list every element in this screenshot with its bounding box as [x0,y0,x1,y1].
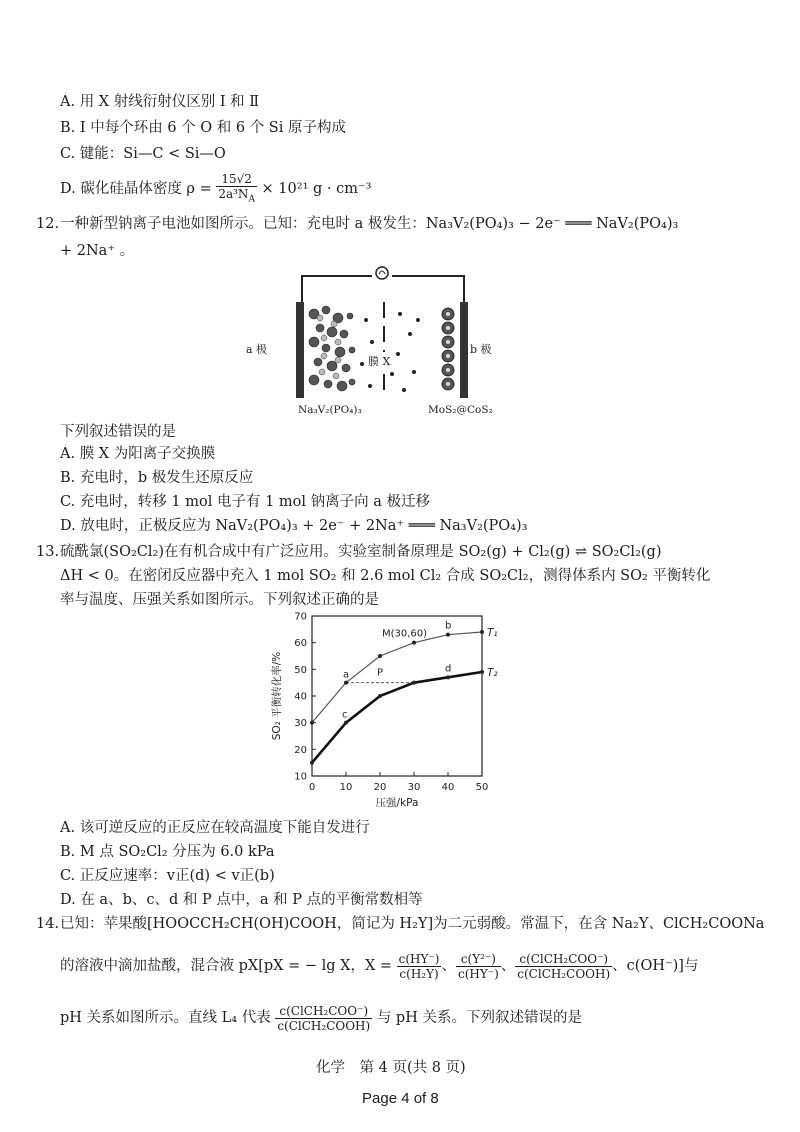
q12-option-a: A. 膜 X 为阳离子交换膜 [60,446,216,462]
series-2-point [378,694,382,698]
point-label: c [342,709,348,721]
fraction-1-num: c(HY⁻) [398,951,440,966]
plot-frame [312,616,482,776]
x-tick-label: 0 [308,782,316,793]
point-label: P [377,667,384,679]
x-tick-label: 30 [407,782,421,793]
series-line-2 [312,669,482,763]
lightbulb-icon [376,267,388,279]
q12-question: 下列叙述错误的是 [60,424,176,440]
y-tick-label: 20 [294,744,307,756]
fraction-4-den: c(ClCH₂COOH) [277,1018,371,1033]
fraction-2-num: c(Y²⁻) [456,952,501,967]
x-tick-label: 40 [441,782,455,793]
series-name-label: T₁ [487,627,498,639]
point-label: M(30,60) [382,628,428,640]
electrode-b-material [442,308,454,390]
series-2-point [446,675,450,679]
fraction-4-num: c(ClCH₂COO⁻) [275,1004,372,1019]
electrode-a [296,302,304,398]
q14-stem-line3 [60,1002,582,1034]
y-tick-label: 40 [294,691,307,703]
fraction-4 [275,1004,372,1033]
x-tick-label: 10 [339,782,353,793]
q12-option-b: B. 充电时，b 极发生还原反应 [60,470,254,486]
y-axis-label: SO₂ 平衡转化率/% [271,651,283,741]
q13-option-a: A. 该可逆反应的正反应在较高温度下能自发进行 [60,820,370,836]
series-2-point [412,681,416,685]
series-1-point [378,654,382,658]
q14-stem-line1: 已知：苹果酸[HOOCCH₂CH(OH)COOH，简记为 H₂Y]为二元弱酸。常温下，在含 Na₂Y、ClCH₂COONa [60,916,765,932]
density-denominator [216,187,257,206]
q14-line2-prefix: 的溶液中滴加盐酸，混合液 pX[pX = − lg X，X = [60,958,393,974]
q12-stem-line1: 一种新型钠离子电池如图所示。已知：充电时 a 极发生：Na₃V₂(PO₄)₃ − 2e⁻ ═══ NaV₂(PO₄)₃ [60,216,679,232]
q12-stem-line2: + 2Na⁺ 。 [60,243,135,259]
q13-stem-line3: 率与温度、压强关系如图所示。下列叙述正确的是 [60,592,379,608]
series-1-point [480,630,484,634]
label-right-material: MoS₂@CoS₂ [428,404,493,416]
q11-option-d [60,172,371,206]
series-1-point [344,681,348,685]
electrode-b [460,302,468,398]
series-2-point [344,721,348,725]
point-label: a [343,669,350,681]
q13-number: 13. [36,544,60,560]
series-name-label: T₂ [487,667,498,679]
q11-option-b: B. Ⅰ 中每个环由 6 个 O 和 6 个 Si 原子构成 [60,120,346,136]
series-2-point [480,670,484,674]
q12-option-d: D. 放电时，正极反应为 NaV₂(PO₄)₃ + 2e⁻ + 2Na⁺ ═══ Na₃V₂(PO₄)₃ [60,518,528,534]
q13-option-d: D. 在 a、b、c、d 和 P 点中，a 和 P 点的平衡常数相等 [60,892,423,908]
y-tick-label: 10 [294,771,307,783]
x-tick-label: 50 [475,782,489,793]
fraction-3-num: c(ClCH₂COO⁻) [515,952,612,967]
point-label: b [445,620,452,632]
fraction-2-den: c(HY⁻) [457,966,499,981]
label-electrode-b: b 极 [470,343,492,356]
y-tick-label: 70 [294,611,307,623]
q14-line3-suffix: 与 pH 关系。下列叙述错误的是 [376,1010,582,1026]
page-footer-subject: 化学 第 4 页(共 8 页) [316,1060,466,1076]
page-number-label: Page 4 of 8 [362,1090,439,1107]
x-axis-label: 压强/kPa [375,797,419,809]
series-1-point [412,641,416,645]
q13-option-b: B. M 点 SO₂Cl₂ 分压为 6.0 kPa [60,844,275,860]
y-tick-label: 30 [294,718,307,730]
series-1-point [446,633,450,637]
density-numerator: 15√2 [216,172,257,187]
point-label: d [445,663,452,675]
q14-line2-suffix: 、c(OH⁻)]与 [612,958,699,974]
y-tick-label: 60 [294,638,307,650]
q11-option-c: C. 键能：Si—C < Si—O [60,146,226,162]
fraction-3 [515,952,612,981]
density-denominator-sub: A [248,194,255,205]
density-fraction [216,172,257,206]
q13-stem-line1: 硫酰氯(SO₂Cl₂)在有机合成中有广泛应用。实验室制备原理是 SO₂(g) + Cl₂(g) ⇌ SO₂Cl₂(g) [60,544,662,560]
fraction-1 [397,952,442,981]
q14-stem-line2: 的溶液中滴加盐酸，混合液 pX[pX = − lg X，X = $\frac{c(HY^-)}{\text{c(H₂Y)}}$ 、 $\frac{\text{c(Y²⁻)}}{c(HY^-)}$ 、 $\frac{\text{c(ClCH₂COO⁻)}}{\text{c(ClCH₂COOH)}}$ 、c(OH⁻)]与 [60,951,699,981]
q11-option-d-prefix: D. 碳化硅晶体密度 ρ = [60,181,212,198]
lattice-material [309,306,355,391]
q12-option-c: C. 充电时，转移 1 mol 电子有 1 mol 钠离子向 a 极迁移 [60,494,430,510]
q13-option-c: C. 正反应速率：v正(d) < v正(b) [60,868,275,884]
label-membrane-x: 膜 X [368,352,390,372]
q12-number: 12. [36,216,60,232]
fraction-1-den: c(H₂Y) [399,966,439,981]
fraction-2 [456,952,501,981]
density-denominator-main: 2a³N [218,187,249,201]
circuit-wire [302,276,464,302]
conversion-chart [256,608,526,816]
label-electrode-a: a 极 [246,343,268,356]
battery-diagram [268,262,508,414]
series-1-point [310,721,314,725]
q14-line3-prefix: pH 关系如图所示。直线 L₄ 代表 [60,1010,271,1026]
series-line-1 [312,632,482,723]
fraction-3-den: c(ClCH₂COOH) [517,966,611,981]
q11-option-a: A. 用 X 射线衍射仪区别 Ⅰ 和 Ⅱ [60,94,260,110]
q11-option-d-suffix: × 10²¹ g · cm⁻³ [261,181,372,198]
y-tick-label: 50 [294,664,307,676]
series-2-point [310,761,314,765]
label-left-material: Na₃V₂(PO₄)₃ [298,404,362,416]
x-tick-label: 20 [373,782,387,793]
q14-number: 14. [36,916,60,932]
q13-stem-line2: ΔH < 0。在密闭反应器中充入 1 mol SO₂ 和 2.6 mol Cl₂ 合成 SO₂Cl₂，测得体系内 SO₂ 平衡转化 [60,568,711,584]
